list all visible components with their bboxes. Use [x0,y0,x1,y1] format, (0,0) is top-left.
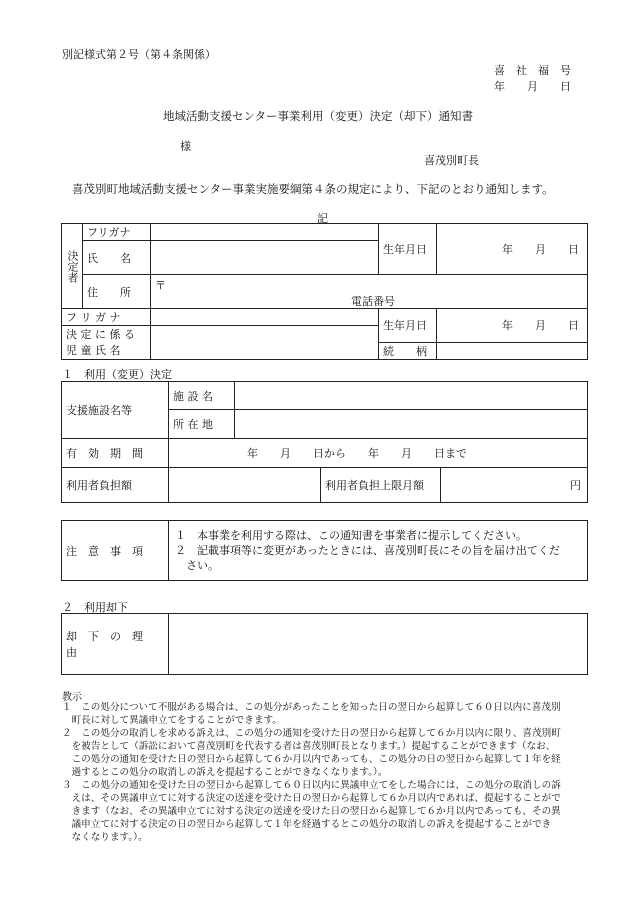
burden-limit-label: 利用者負担上限月額 [321,468,441,503]
notice-item-2: ２ 記載事項等に変更があったときには、喜茂別町長にその旨を届け出てくだ [175,544,560,557]
child-label-1: 決 定 に 係 る [62,326,151,343]
facility-name-value [235,382,588,410]
document-number: 喜 社 福 号 [494,64,571,77]
issuer-name: 喜茂別町長 [424,154,479,167]
child-dob-label: 生年月日 [379,309,437,343]
kyoji-line: 町長に対して異議申立てをすることができます。 [62,715,282,726]
section2-heading: ２ 利用却下 [62,601,128,614]
relationship-label: 続 柄 [379,342,437,359]
rejection-reason-label: 却 下 の 理 由 [62,614,169,675]
dob-label: 生年月日 [379,224,437,275]
kyoji-line: ２ この処分の取消しを求める訴えは、この処分の通知を受けた日の翌日から起算して６か月以内に限り、喜茂別町 [62,728,561,739]
kyoji-line: 議申立てに対する決定の日の翌日から起算して１年を経過するとこの処分の取消しの訴えを提起することができ [62,819,552,830]
addressee-suffix: 様 [180,140,191,153]
notice-item-2-cont: さい。 [186,559,219,572]
intro-text: 喜茂別町地域活動支援センター事業実施要綱第４条の規定により、下記のとおり通知します。 [72,182,554,196]
child-label-2: 児 童 氏 名 [62,342,151,359]
kyoji-line: この処分の通知を受けた日の翌日から起算して６か月以内であっても、この処分の日の翌日から起算して１年を経 [62,754,561,765]
kyoji-line: 過するとこの処分の取消しの訴えを提起することができなくなります。）。 [62,767,388,778]
name-label: 氏 名 [83,241,151,275]
recipient-group-label: 決定者 [62,224,83,309]
kyoji-line: なくなります。）。 [62,832,148,843]
facility-label: 支援施設名等 [62,382,169,439]
postal-mark: 〒 [155,279,166,292]
validity-label: 有 効 期 間 [62,439,169,468]
kyoji-line: ３ この処分の通知を受けた日の翌日から起算して６０日以内に異議申立てをした場合には、この処分の取消しの訴 [62,780,561,791]
dob-value: 年 月 日 [437,224,588,275]
address-value [151,275,588,309]
rejection-table [61,613,588,675]
address-label: 住 所 [83,275,151,309]
kyoji-title: 教示 [62,692,82,703]
phone-label: 電話番号 [351,295,395,308]
burden-value [169,468,321,503]
burden-limit-value: 円 [441,468,588,503]
notice-item-1: １ 本事業を利用する際は、この通知書を事業者に提示してください。 [175,529,527,542]
facility-location-label: 所 在 地 [169,410,235,439]
form-number: 別記様式第２号（第４条関係） [62,48,216,61]
section1-heading: １ 利用（変更）決定 [62,368,172,381]
name-value [151,241,379,275]
decision-table [61,381,588,503]
child-furigana-label: フ リ ガ ナ [62,309,151,326]
child-name-value [151,326,379,360]
page-title: 地域活動支援センター事業利用（変更）決定（却下）通知書 [163,109,474,123]
furigana-label: フリガナ [83,224,151,241]
validity-value: 年 月 日から 年 月 日まで [169,439,588,468]
kyoji-line: １ この処分について不服がある場合は、この処分があったことを知った日の翌日から起算して６０日以内に喜茂別 [62,702,561,713]
burden-label: 利用者負担額 [62,468,169,503]
relationship-value [437,342,588,359]
notice-label: 注 意 事 項 [62,521,169,581]
kyoji-line: を被告として（訴訟において喜茂別町を代表する者は喜茂別町長となります。）提起することができます（なお、 [62,741,556,752]
child-dob-value: 年 月 日 [437,309,588,343]
facility-name-label: 施 設 名 [169,382,235,410]
kyoji-text [62,701,561,844]
facility-location-value [235,410,588,439]
recipient-table [61,223,588,360]
furigana-value [151,224,379,241]
notice-table [61,520,588,581]
rejection-reason-value [169,614,588,675]
ki-label: 記 [317,212,328,225]
kyoji-line: えは、その異議申立てに対する決定の送達を受けた日の翌日から起算して６か月以内であれば、提起することがで [62,793,561,804]
issue-date: 年 月 日 [494,80,571,93]
child-furigana-value [151,309,379,326]
notice-content [169,521,588,581]
kyoji-line: きます（なお、その異議申立てに対する決定の送達を受けた日の翌日から起算して６か月以内であっても、その異 [62,806,561,817]
